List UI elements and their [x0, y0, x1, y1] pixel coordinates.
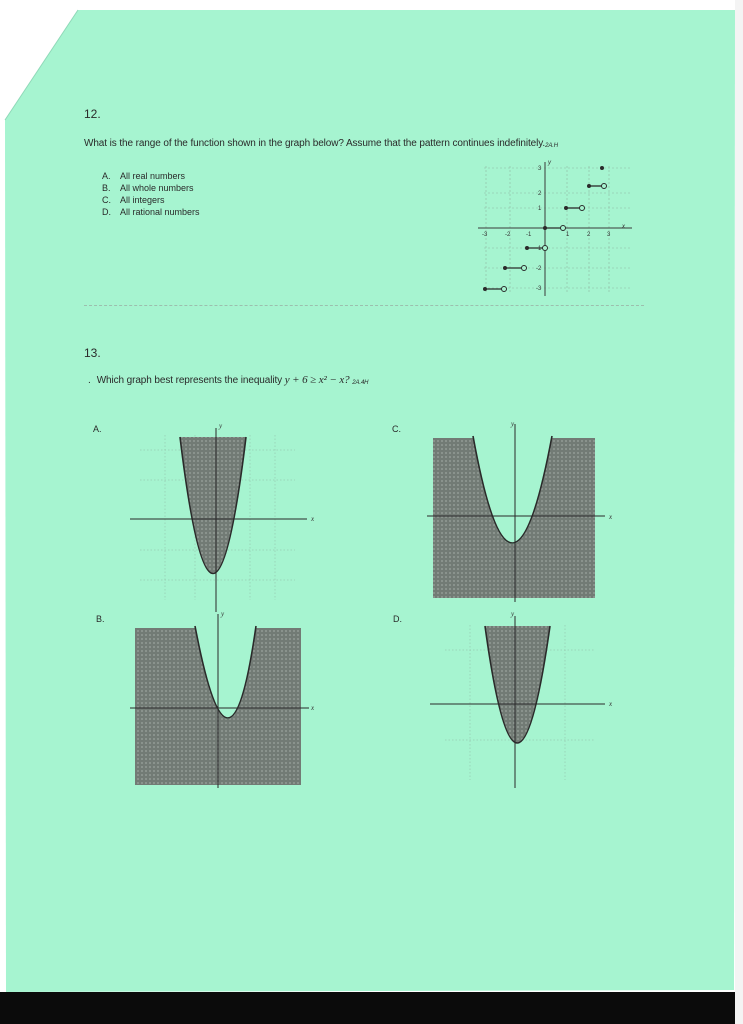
q12-x-tick: -3 [482, 232, 488, 238]
graph-c-label[interactable]: C. [392, 424, 401, 434]
question-13-bullet: . [88, 375, 91, 386]
graph-a[interactable] [125, 420, 320, 620]
q12-y-tick: -1 [536, 246, 542, 252]
q12-x-tick: 2 [587, 232, 591, 238]
graph-a-x-label: x [311, 515, 315, 523]
q12-grid [484, 166, 632, 293]
option-b[interactable]: B. All whole numbers [102, 183, 194, 193]
q12-y-tick: -3 [536, 286, 542, 292]
graph-b[interactable] [125, 610, 320, 790]
question-13-inequality: y + 6 ≥ x² − x? [284, 374, 350, 386]
question-12-number: 12. [84, 107, 101, 121]
graph-d[interactable] [425, 610, 620, 790]
question-divider [84, 305, 644, 306]
question-12-prompt: What is the range of the function shown in the graph below? Assume that the pattern continues indefinitely. [84, 138, 546, 149]
scanner-border [0, 992, 743, 1024]
q12-x-tick: -1 [526, 232, 532, 238]
question-12-text [84, 138, 558, 149]
q12-y-tick: 1 [538, 206, 542, 212]
q12-x-tick: -2 [505, 232, 511, 238]
graph-b-x-label: x [311, 704, 315, 712]
graph-c-shading [433, 438, 595, 598]
graph-c[interactable] [425, 420, 620, 605]
graph-d-x-label: x [609, 700, 613, 708]
option-c[interactable]: C. All integers [102, 195, 165, 205]
question-13-prompt: Which graph best represents the inequality [96, 375, 285, 386]
graph-b-y-label: y [221, 610, 225, 618]
option-d[interactable]: D. All rational numbers [102, 207, 200, 217]
graph-c-y-label: y [511, 420, 515, 428]
q12-step-graph [472, 158, 642, 298]
question-13-text [88, 374, 368, 386]
graph-a-y-label: y [219, 422, 223, 430]
graph-a-label[interactable]: A. [93, 424, 102, 434]
q12-y-tick: -2 [536, 266, 542, 272]
graph-b-label[interactable]: B. [96, 614, 105, 624]
graph-c-x-label: x [609, 513, 613, 521]
question-12-options [102, 170, 200, 218]
question-13-number: 13. [84, 346, 101, 360]
option-a[interactable]: A. All real numbers [102, 171, 186, 181]
q12-x-tick: 3 [607, 232, 611, 238]
q12-y-tick: 3 [538, 166, 542, 172]
q12-y-label: y [548, 160, 551, 166]
q12-x-tick: 1 [566, 232, 570, 238]
graph-d-label[interactable]: D. [393, 614, 402, 624]
question-13-code: 2A.4H [352, 380, 369, 386]
graph-d-y-label: y [511, 610, 515, 618]
question-12-code: 2A.H [545, 143, 559, 149]
q12-x-label: x [622, 224, 625, 230]
q12-y-tick: 2 [538, 191, 542, 197]
q12-open-points [502, 184, 607, 292]
